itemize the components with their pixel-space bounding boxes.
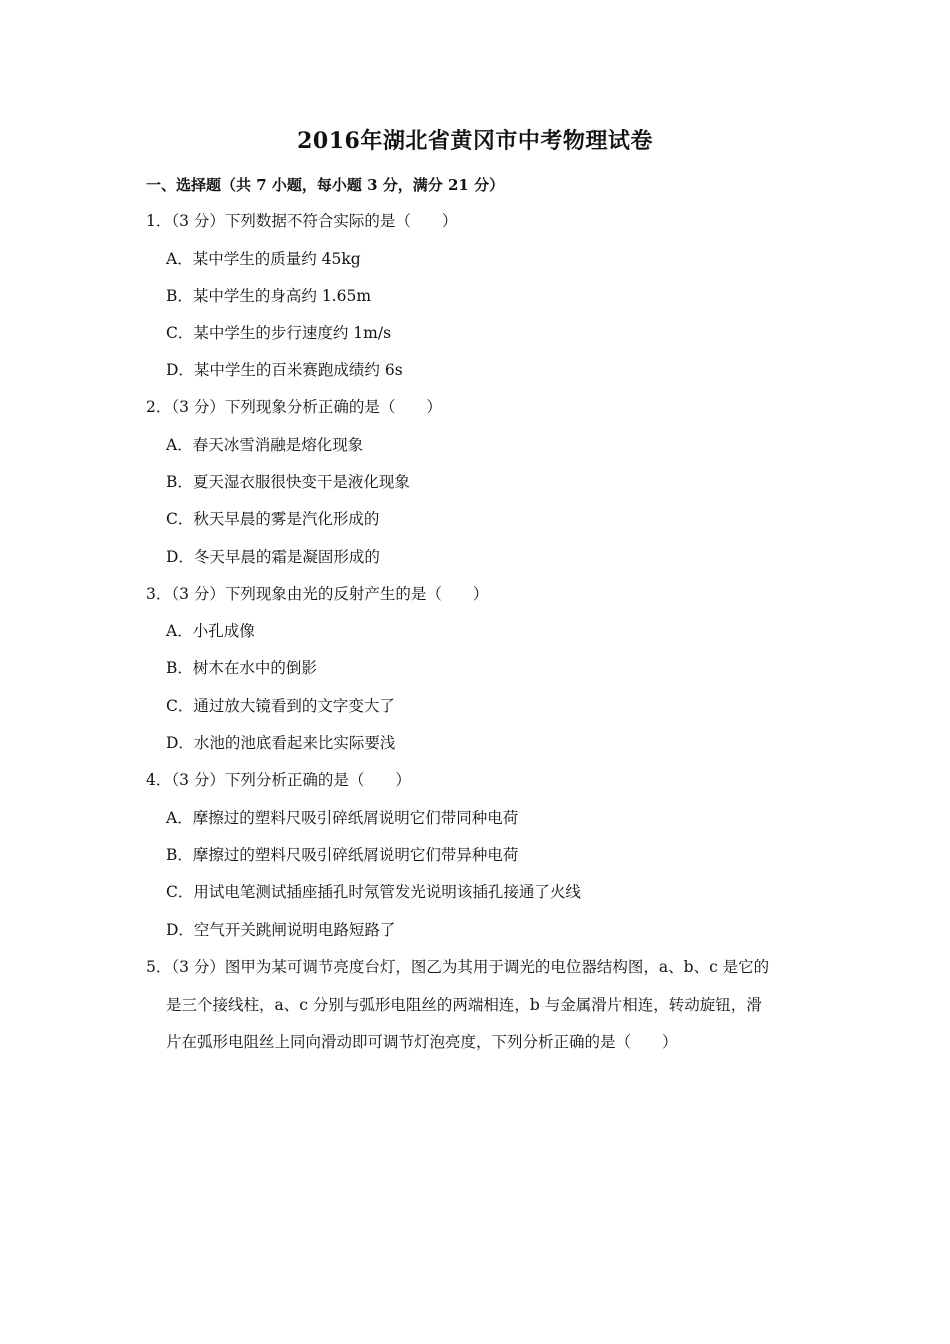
- question-4-option-a: A．摩擦过的塑料尺吸引碎纸屑说明它们带同种电荷: [166, 809, 519, 827]
- question-4-option-d: D．空气开关跳闸说明电路短路了: [166, 921, 396, 939]
- question-3-option-a: A．小孔成像: [166, 622, 255, 640]
- question-3-option-b: B．树木在水中的倒影: [166, 659, 317, 677]
- question-1-option-c: C．某中学生的步行速度约 1m/s: [166, 324, 392, 342]
- question-1-option-b: B．某中学生的身高约 1.65m: [166, 287, 372, 305]
- question-3-stem: 3．（3 分）下列现象由光的反射产生的是（ ）: [146, 585, 489, 603]
- question-2-stem: 2．（3 分）下列现象分析正确的是（ ）: [146, 398, 442, 416]
- question-2-option-c: C．秋天早晨的雾是汽化形成的: [166, 510, 380, 528]
- question-4-stem: 4．（3 分）下列分析正确的是（ ）: [146, 771, 411, 789]
- page-title: 2016年湖北省黄冈市中考物理试卷: [297, 128, 653, 154]
- question-3-option-c: C．通过放大镜看到的文字变大了: [166, 697, 395, 715]
- section-heading: 一、选择题（共 7 小题，每小题 3 分，满分 21 分）: [146, 176, 505, 194]
- question-3-option-d: D．水池的池底看起来比实际要浅: [166, 734, 396, 752]
- question-2-option-d: D．冬天早晨的霜是凝固形成的: [166, 548, 380, 566]
- question-1-option-d: D．某中学生的百米赛跑成绩约 6s: [166, 361, 403, 379]
- question-5-stem-line-3: 片在弧形电阻丝上同向滑动即可调节灯泡亮度，下列分析正确的是（ ）: [166, 1033, 678, 1051]
- question-1-stem: 1．（3 分）下列数据不符合实际的是（ ）: [146, 212, 458, 230]
- question-2-option-b: B．夏天湿衣服很快变干是液化现象: [166, 473, 410, 491]
- question-5-stem-line-2: 是三个接线柱，a、c 分别与弧形电阻丝的两端相连，b 与金属滑片相连，转动旋钮，滑: [166, 996, 762, 1014]
- question-5-stem-line-1: 5．（3 分）图甲为某可调节亮度台灯，图乙为其用于调光的电位器结构图，a、b、c 是它的: [146, 958, 770, 976]
- question-4-option-b: B．摩擦过的塑料尺吸引碎纸屑说明它们带异种电荷: [166, 846, 519, 864]
- question-4-option-c: C．用试电笔测试插座插孔时氖管发光说明该插孔接通了火线: [166, 883, 581, 901]
- question-1-option-a: A．某中学生的质量约 45kg: [166, 250, 361, 268]
- question-2-option-a: A．春天冰雪消融是熔化现象: [166, 436, 364, 454]
